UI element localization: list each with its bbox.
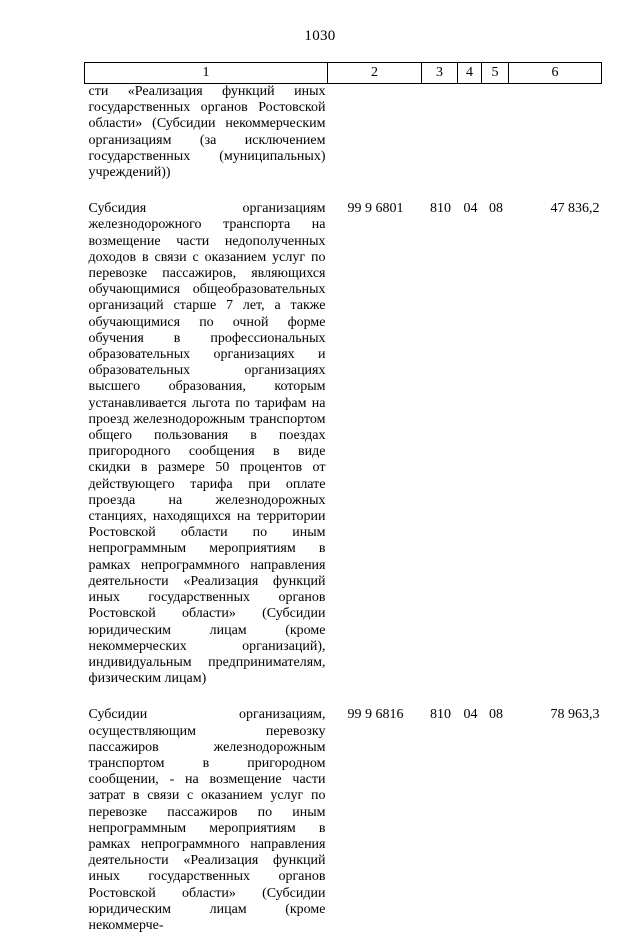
row-section [458,84,482,182]
budget-table [84,62,602,934]
table-row [85,84,602,182]
header-col-1: 1 [85,63,328,84]
table-header [85,63,602,84]
row-description: Субсидия организациям железнодорожного транспорта на возмещение части недополученных доходов в связи с оказанием услуг по перевозке пассажиров, являющихся обучающимися общеобразовательных организаций старше 7 лет, а также обучающимися по очной форме обучения в профессиональных образовательных организациях и образовательных организациях высшего образования, которым устанавливается льгота по тарифам на проезд железнодорожным транспортом общего пользования в поездах пригородного сообщения в виде скидки в размере 50 процентов от действующего тарифа при оплате проезда на железнодорожных станциях, находящихся на территории Ростовской области по иным непрограммным мероприятиям в рамках непрограммного направления деятельности «Реализация функций иных государственных органов Ростовской области» (Субсидии юридическим лицам (кроме некоммерческих организаций), индивидуальным предпринимателям, физическим лицам) [85,201,328,687]
row-target-code [328,84,422,182]
page-number: 1030 [0,28,640,45]
header-col-5: 5 [482,63,509,84]
row-amount [509,84,602,182]
row-target-code: 99 9 6801 [328,201,422,687]
row-amount: 47 836,2 [509,201,602,687]
header-col-6: 6 [509,63,602,84]
row-subsection [482,84,509,182]
row-amount: 78 963,3 [509,707,602,934]
row-description: Субсидии организациям, осуществляющим перевозку пассажиров железнодорожным транспортом в пригородном сообщении, - на возмещение части затрат в связи с оказанием услуг по перевозке пассажиров по иным непрограммным мероприятиям в рамках непрограммного направления деятельности «Реализация функций иных государственных органов Ростовской области» (Субсидии юридическим лицам (кроме некоммерче- [85,707,328,934]
header-row [85,63,602,84]
row-expense-type: 810 [422,201,458,687]
row-subsection: 08 [482,201,509,687]
header-col-3: 3 [422,63,458,84]
row-section: 04 [458,201,482,687]
row-description: сти «Реализация функций иных государственных органов Ростовской области» (Субсидии некоммерческим организациям (за исключением государственных (муниципальных) учреждений)) [85,84,328,182]
row-expense-type [422,84,458,182]
table-row [85,707,602,934]
row-expense-type: 810 [422,707,458,934]
row-spacer [85,687,602,707]
header-col-2: 2 [328,63,422,84]
row-spacer [85,181,602,201]
row-section: 04 [458,707,482,934]
table-row [85,201,602,687]
row-subsection: 08 [482,707,509,934]
header-col-4: 4 [458,63,482,84]
row-target-code: 99 9 6816 [328,707,422,934]
table-body [85,84,602,934]
